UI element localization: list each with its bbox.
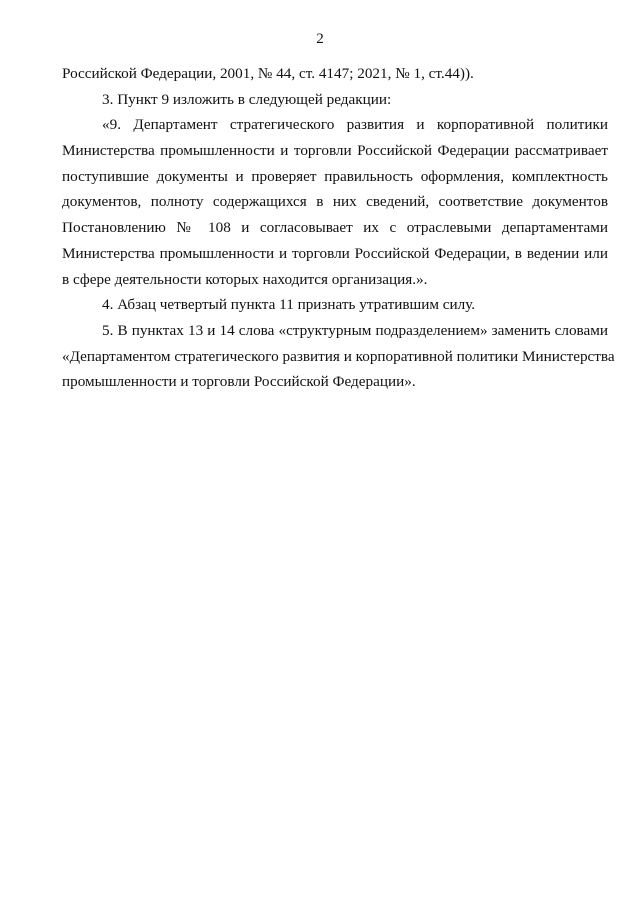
text-line-10: 4. Абзац четвертый пункта 11 признать утратившим силу.	[102, 296, 476, 314]
text-line-9: в сфере деятельности которых находится организация.».	[62, 270, 428, 288]
text-line-12: «Департаментом стратегического развития и корпоративной политики Министерства	[62, 347, 615, 365]
text-line-11: 5. В пунктах 13 и 14 слова «структурным подразделением» заменить словами	[102, 321, 608, 339]
text-line-8: Министерства промышленности и торговли Российской Федерации, в ведении или	[62, 244, 608, 262]
text-line-6: документов, полноту содержащихся в них сведений, соответствие документов	[62, 193, 608, 211]
text-line-5: поступившие документы и проверяет правильность оформления, комплектность	[62, 167, 608, 185]
text-line-4: Министерства промышленности и торговли Российской Федерации рассматривает	[62, 142, 608, 160]
text-line-13: промышленности и торговли Российской Федерации».	[62, 373, 416, 391]
text-line-1: Российской Федерации, 2001, № 44, ст. 4147; 2021, № 1, ст.44)).	[62, 65, 474, 82]
text-line-7: Постановлению № 108 и согласовывает их с отраслевыми департаментами	[62, 219, 608, 237]
text-line-3: «9. Департамент стратегического развития и корпоративной политики	[102, 116, 608, 134]
page-number: 2	[316, 31, 324, 47]
text-line-2: 3. Пункт 9 изложить в следующей редакции:	[102, 90, 392, 108]
document-body	[62, 61, 615, 395]
